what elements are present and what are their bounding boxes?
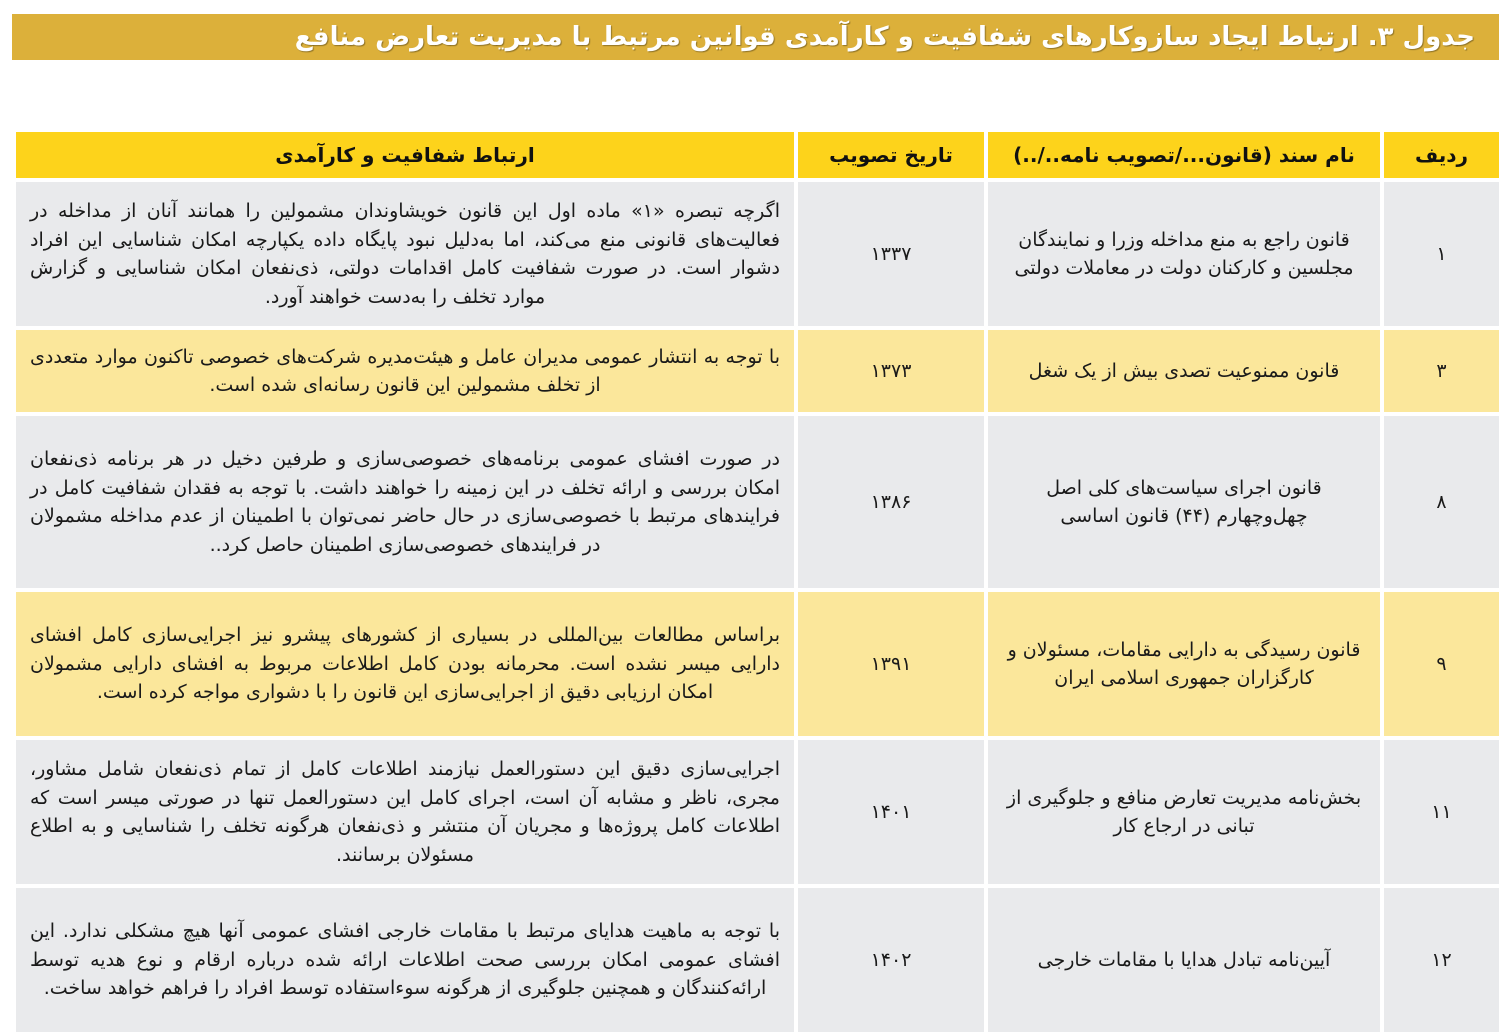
transparency-relation: براساس مطالعات بین‌المللی در بسیاری از کشورهای پیشرو نیز اجرایی‌سازی کامل افشای دارایی میسر نشده است. محرمانه بودن کامل اطلاعات مربوط به افشای دارایی مشمولان امکان ارزیابی دقیق از اجرایی‌سازی این قانون را با دشواری مواجه کرده است. — [16, 592, 794, 736]
table-row — [16, 740, 1499, 884]
approval-date: ۱۳۹۱ — [798, 592, 984, 736]
transparency-relation: اجرایی‌سازی دقیق این دستورالعمل نیازمند اطلاعات کامل از تمام ذی‌نفعان شامل مشاور، مجری، ناظر و مشابه آن است، اجرای کامل این دستورالعمل تنها در صورتی میسر است که اطلاعات کامل پروژه‌ها و مجریان آن منتشر و ذی‌نفعان هرگونه تخلف را شناسایی و به اطلاع مسئولان برسانند. — [16, 740, 794, 884]
transparency-relation: اگرچه تبصره «۱» ماده اول این قانون خویشاوندان مشمولین را همانند آنان از مداخله در فعالیت‌های قانونی منع می‌کند، اما به‌دلیل نبود پایگاه داده یکپارچه امکان شناسایی این افراد دشوار است. در صورت شفافیت کامل اقدامات دولتی، ذی‌نفعان امکان شناسایی و گزارش موارد تخلف را به‌دست خواهند آورد. — [16, 182, 794, 326]
law-name: آیین‌نامه تبادل هدایا با مقامات خارجی — [988, 888, 1380, 1032]
table-row — [16, 416, 1499, 588]
law-name: بخش‌نامه مدیریت تعارض منافع و جلوگیری از تبانی در ارجاع کار — [988, 740, 1380, 884]
laws-table — [12, 128, 1503, 1036]
header-transparency-relation: ارتباط شفافیت و کارآمدی — [16, 132, 794, 178]
header-law-name: نام سند (قانون.../تصویب نامه../..) — [988, 132, 1380, 178]
header-approval-date: تاریخ تصویب — [798, 132, 984, 178]
law-name: قانون ممنوعیت تصدی بیش از یک شغل — [988, 330, 1380, 412]
row-number: ۱۱ — [1384, 740, 1499, 884]
table-title: جدول ۳. ارتباط ایجاد سازوکارهای شفافیت و کارآمدی قوانین مرتبط با مدیریت تعارض منافع — [294, 22, 1475, 52]
transparency-relation: در صورت افشای عمومی برنامه‌های خصوصی‌سازی و طرفین دخیل در هر برنامه ذی‌نفعان امکان بررسی و ارائه تخلف در این زمینه را خواهند داشت. با توجه به فقدان شفافیت کامل در فرایندهای مرتبط با خصوصی‌سازی در حال حاضر نمی‌توان با اطمینان از عدم مداخله مشمولان در فرایندهای خصوصی‌سازی اطمینان حاصل کرد.. — [16, 416, 794, 588]
law-name: قانون رسیدگی به دارایی مقامات، مسئولان و کارگزاران جمهوری اسلامی ایران — [988, 592, 1380, 736]
row-number: ۱ — [1384, 182, 1499, 326]
approval-date: ۱۳۷۳ — [798, 330, 984, 412]
law-name: قانون راجع به منع مداخله وزرا و نمایندگان مجلسین و کارکنان دولت در معاملات دولتی — [988, 182, 1380, 326]
row-number: ۸ — [1384, 416, 1499, 588]
table-row — [16, 182, 1499, 326]
table-header-row — [16, 132, 1499, 178]
transparency-relation: با توجه به ماهیت هدایای مرتبط با مقامات خارجی افشای عمومی آنها هیچ مشکلی ندارد. این افشای عمومی امکان بررسی صحت اطلاعات ارائه شده درباره ارقام و نوع هدیه توسط ارائه‌کنندگان و همچنین جلوگیری از هرگونه سوءاستفاده توسط افراد را فراهم خواهد ساخت. — [16, 888, 794, 1032]
table-row — [16, 592, 1499, 736]
law-name: قانون اجرای سیاست‌های کلی اصل چهل‌وچهارم (۴۴) قانون اساسی — [988, 416, 1380, 588]
table-title-bar — [12, 14, 1499, 60]
approval-date: ۱۴۰۱ — [798, 740, 984, 884]
header-row-number: ردیف — [1384, 132, 1499, 178]
table-row — [16, 888, 1499, 1032]
approval-date: ۱۳۳۷ — [798, 182, 984, 326]
row-number: ۳ — [1384, 330, 1499, 412]
transparency-relation: با توجه به انتشار عمومی مدیران عامل و هیئت‌مدیره شرکت‌های خصوصی تاکنون موارد متعددی از تخلف مشمولین این قانون رسانه‌ای شده است. — [16, 330, 794, 412]
approval-date: ۱۴۰۲ — [798, 888, 984, 1032]
row-number: ۱۲ — [1384, 888, 1499, 1032]
row-number: ۹ — [1384, 592, 1499, 736]
approval-date: ۱۳۸۶ — [798, 416, 984, 588]
table-row — [16, 330, 1499, 412]
